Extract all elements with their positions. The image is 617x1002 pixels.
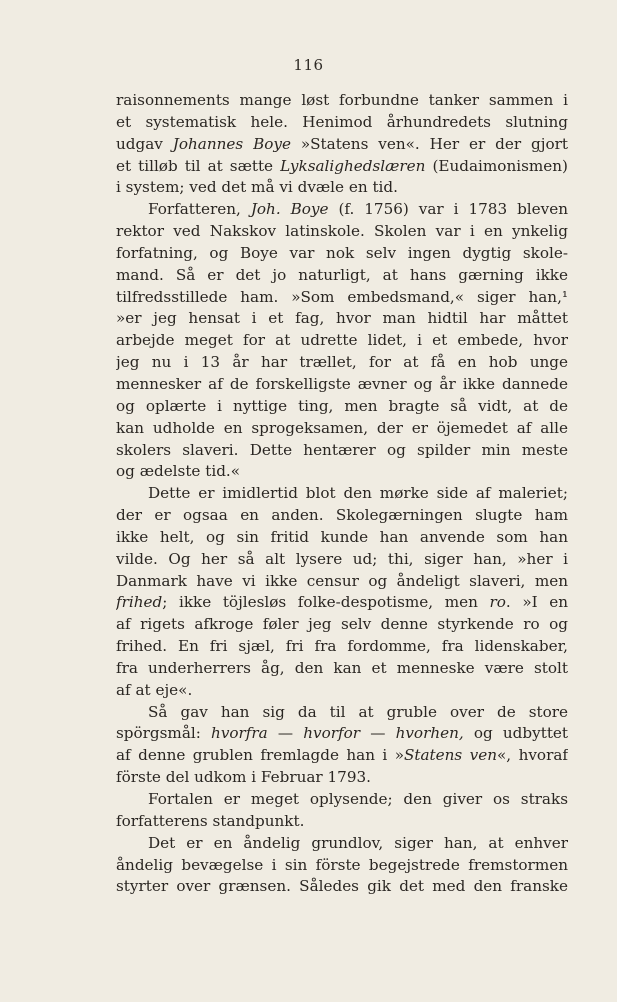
text-segment: »er jeg hensat i et fag, hvor man hidtil har måttet xyxy=(116,309,568,328)
text-line xyxy=(116,745,568,767)
text-line xyxy=(116,418,568,440)
text-line xyxy=(116,723,568,745)
italic-text: hvorfra xyxy=(211,724,268,743)
text-segment: fra underherrers åg, den kan et menneske være stolt xyxy=(116,658,568,677)
text-segment: »Statens ven«. Her er der gjort xyxy=(290,134,568,153)
text-segment: Det er en åndelig grundlov, siger han, at enhver xyxy=(148,833,568,852)
text-line xyxy=(116,483,568,505)
text-line xyxy=(116,767,568,789)
text-line xyxy=(116,134,568,156)
text-segment: et tilløb til at sætte xyxy=(116,156,281,175)
text-segment: Forfatteren, xyxy=(148,200,251,219)
body-text xyxy=(116,90,568,898)
italic-text: hvorhen, xyxy=(395,724,464,743)
text-line xyxy=(116,549,568,571)
text-line xyxy=(116,811,568,833)
text-segment: forfatterens standpunkt. xyxy=(116,811,305,830)
text-segment: ; ikke töjlesløs folke-despotisme, men xyxy=(162,593,490,612)
text-segment: og ædelste tid.« xyxy=(116,462,241,481)
text-line xyxy=(116,680,568,702)
text-segment: mennesker af de forskelligste ævner og år ikke dannede xyxy=(116,374,568,393)
text-line xyxy=(116,440,568,462)
text-segment: mand. Så er det jo naturligt, at hans gærning ikke xyxy=(116,265,568,284)
text-line xyxy=(116,789,568,811)
text-line xyxy=(116,636,568,658)
text-segment: förste del udkom i Februar 1793. xyxy=(116,768,371,787)
text-line xyxy=(116,614,568,636)
text-line xyxy=(116,287,568,309)
text-line xyxy=(116,855,568,877)
italic-text: Lyksalighedslæren xyxy=(280,156,426,175)
text-line xyxy=(116,461,568,483)
text-segment: i system; ved det må vi dvæle en tid. xyxy=(116,178,398,197)
text-segment: og oplærte i nyttige ting, men bragte så vidt, at de xyxy=(116,396,568,415)
text-line xyxy=(116,527,568,549)
text-segment: rektor ved Nakskov latinskole. Skolen var i en ynkelig xyxy=(116,222,568,241)
text-line xyxy=(116,592,568,614)
text-segment: der er ogsaa en anden. Skolegærningen slugte ham xyxy=(116,506,568,525)
text-segment: jeg nu i 13 år har trællet, for at få en hob unge xyxy=(116,353,568,372)
text-line xyxy=(116,702,568,724)
italic-text: frihed xyxy=(116,593,163,612)
text-segment: ikke helt, og sin fritid kunde han anvende som han xyxy=(116,527,568,546)
text-segment: Så gav han sig da til at gruble over de store xyxy=(148,702,568,721)
text-line xyxy=(116,505,568,527)
text-segment: vilde. Og her så alt lysere ud; thi, siger han, »her i xyxy=(116,549,568,568)
text-segment: åndelig bevægelse i sin förste begejstrede fremstormen xyxy=(116,855,568,874)
text-line xyxy=(116,833,568,855)
text-segment: spörgsmål: xyxy=(116,724,212,743)
italic-text: Johannes Boye xyxy=(172,134,291,153)
text-segment: forfatning, og Boye var nok selv ingen dygtig skole- xyxy=(116,243,568,262)
text-line xyxy=(116,374,568,396)
italic-text: Joh. Boye xyxy=(250,200,329,219)
text-segment: — xyxy=(267,724,304,743)
text-line xyxy=(116,265,568,287)
text-line xyxy=(116,177,568,199)
text-line xyxy=(116,156,568,178)
text-line xyxy=(116,396,568,418)
italic-text: hvorfor xyxy=(303,724,361,743)
text-segment: skolers slaveri. Dette hentærer og spilder min meste xyxy=(116,440,568,459)
text-segment: og udbyttet xyxy=(463,724,568,743)
text-line xyxy=(116,571,568,593)
text-segment: kan udholde en sprogeksamen, der er öjemedet af alle xyxy=(116,418,568,437)
text-line xyxy=(116,658,568,680)
text-segment: . »I en xyxy=(505,593,568,612)
italic-text: ro xyxy=(489,593,506,612)
text-segment: (f. 1756) var i 1783 bleven xyxy=(328,200,568,219)
text-line xyxy=(116,352,568,374)
text-segment: — xyxy=(360,724,396,743)
text-segment: styrter over grænsen. Således gik det med den franske xyxy=(116,877,568,896)
text-line xyxy=(116,112,568,134)
text-line xyxy=(116,221,568,243)
text-line xyxy=(116,90,568,112)
text-segment: (Eudaimonismen) xyxy=(425,156,568,175)
text-segment: arbejde meget for at udrette lidet, i et embede, hvor xyxy=(116,331,568,350)
text-line xyxy=(116,243,568,265)
text-segment: af denne grublen fremlagde han i » xyxy=(116,746,404,765)
text-segment: frihed. En fri sjæl, fri fra fordomme, fra lidenskaber, xyxy=(116,637,568,656)
text-segment: af rigets afkroge føler jeg selv denne styrkende ro og xyxy=(116,615,568,634)
text-segment: tilfredsstillede ham. »Som embedsmand,« siger han,¹ xyxy=(116,287,568,306)
text-segment: «, hvoraf xyxy=(497,746,568,765)
text-segment: af at eje«. xyxy=(116,680,193,699)
page-number: 116 xyxy=(293,56,324,74)
text-segment: Danmark have vi ikke censur og åndeligt slaveri, men xyxy=(116,571,568,590)
text-line xyxy=(116,308,568,330)
text-line xyxy=(116,876,568,898)
text-segment: et systematisk hele. Henimod århundredets slutning xyxy=(116,112,568,131)
text-segment: raisonnements mange løst forbundne tanker sammen i xyxy=(116,91,568,109)
text-segment: udgav xyxy=(116,134,173,153)
italic-text: Statens ven xyxy=(404,746,498,765)
text-segment: Fortalen er meget oplysende; den giver os straks xyxy=(148,790,568,808)
text-line xyxy=(116,330,568,352)
text-line xyxy=(116,199,568,221)
text-segment: Dette er imidlertid blot den mørke side af maleriet; xyxy=(148,484,568,503)
